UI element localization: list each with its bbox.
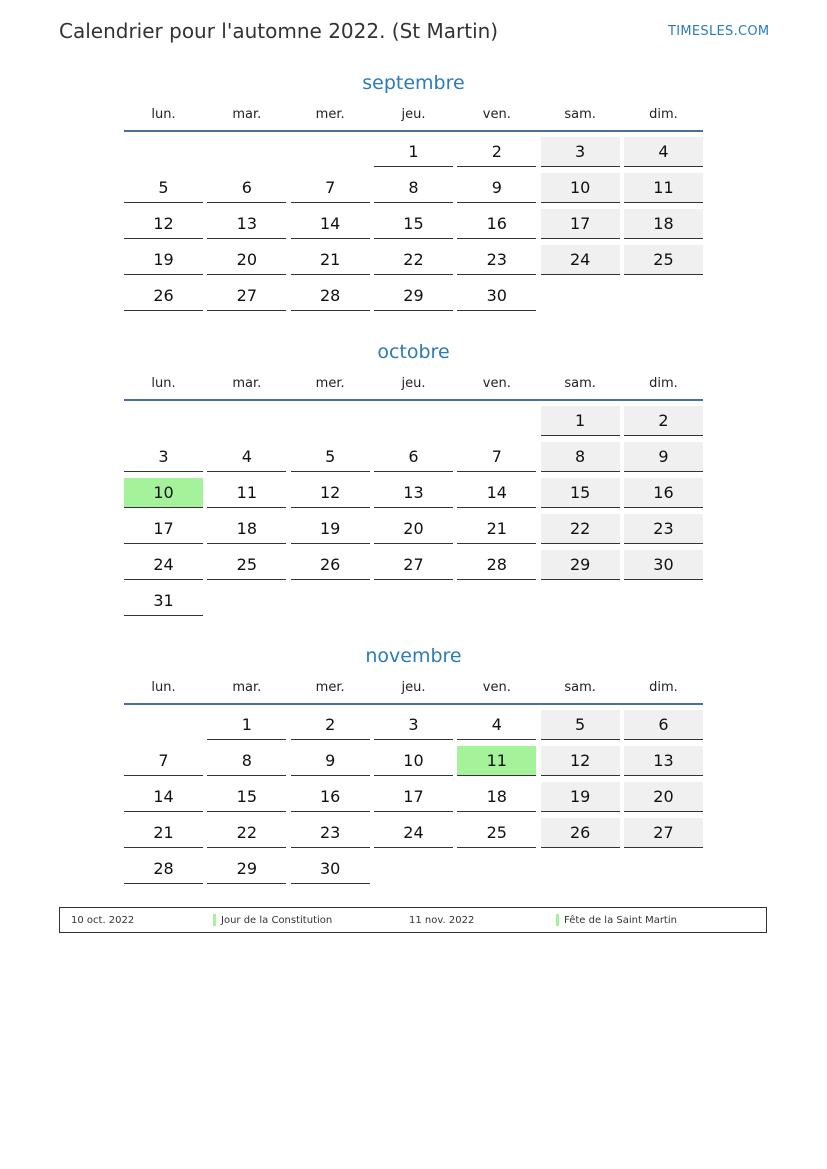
empty-cell	[124, 137, 203, 167]
weekday-header	[124, 678, 703, 698]
empty-cell	[207, 137, 286, 167]
day-cell: 25	[207, 550, 286, 580]
month-name: novembre	[365, 645, 462, 667]
holiday-color-swatch	[556, 914, 559, 926]
day-cell: 30	[624, 550, 703, 580]
day-cell: 6	[374, 442, 453, 472]
weekday-label: sam.	[564, 376, 596, 391]
weekday-label: sam.	[564, 107, 596, 122]
weekday-label: lun.	[151, 680, 176, 695]
day-cell: 20	[374, 514, 453, 544]
day-cell: 9	[457, 173, 536, 203]
day-cell: 22	[541, 514, 620, 544]
day-cell: 15	[374, 209, 453, 239]
day-cell: 7	[124, 746, 203, 776]
month-divider	[124, 399, 703, 401]
day-cell: 21	[457, 514, 536, 544]
day-cell: 26	[541, 818, 620, 848]
month-divider	[124, 130, 703, 132]
day-cell: 16	[291, 782, 370, 812]
legend-holiday-name: Fête de la Saint Martin	[564, 915, 677, 926]
day-cell: 10	[541, 173, 620, 203]
weekday-header	[124, 105, 703, 125]
day-cell: 19	[124, 245, 203, 275]
day-cell: 16	[624, 478, 703, 508]
day-cell: 25	[624, 245, 703, 275]
empty-cell	[541, 854, 620, 884]
day-cell: 8	[374, 173, 453, 203]
empty-cell	[624, 854, 703, 884]
empty-cell	[374, 854, 453, 884]
holiday-day-cell: 11	[457, 746, 536, 776]
day-cell: 1	[541, 406, 620, 436]
empty-cell	[291, 137, 370, 167]
legend-date: 10 oct. 2022	[71, 915, 135, 926]
holiday-legend	[59, 907, 767, 933]
weekday-label: mar.	[232, 107, 262, 122]
day-cell: 10	[374, 746, 453, 776]
day-cell: 27	[207, 281, 286, 311]
day-cell: 18	[624, 209, 703, 239]
day-cell: 22	[374, 245, 453, 275]
month-november	[124, 644, 703, 884]
day-cell: 17	[541, 209, 620, 239]
day-cell: 14	[124, 782, 203, 812]
empty-cell	[457, 854, 536, 884]
day-cell: 19	[291, 514, 370, 544]
weekday-label: jeu.	[401, 376, 426, 391]
day-cell: 2	[624, 406, 703, 436]
day-cell: 18	[207, 514, 286, 544]
weekday-label: mar.	[232, 680, 262, 695]
day-cell: 3	[374, 710, 453, 740]
site-link[interactable]: TIMESLES.COM	[668, 24, 770, 39]
day-cell: 5	[124, 173, 203, 203]
day-cell: 12	[541, 746, 620, 776]
day-cell: 26	[124, 281, 203, 311]
day-cell: 12	[124, 209, 203, 239]
day-cell: 2	[457, 137, 536, 167]
empty-cell	[457, 406, 536, 436]
weekday-label: mer.	[315, 680, 345, 695]
day-cell: 28	[291, 281, 370, 311]
day-cell: 4	[207, 442, 286, 472]
day-cell: 7	[457, 442, 536, 472]
day-grid	[124, 406, 703, 616]
legend-date: 11 nov. 2022	[409, 915, 475, 926]
day-cell: 11	[207, 478, 286, 508]
day-cell: 29	[207, 854, 286, 884]
day-cell: 21	[291, 245, 370, 275]
day-cell: 2	[291, 710, 370, 740]
day-cell: 5	[291, 442, 370, 472]
empty-cell	[207, 586, 286, 616]
empty-cell	[291, 586, 370, 616]
month-october	[124, 340, 703, 616]
empty-cell	[457, 586, 536, 616]
empty-cell	[624, 586, 703, 616]
day-cell: 28	[457, 550, 536, 580]
day-cell: 17	[374, 782, 453, 812]
day-cell: 6	[624, 710, 703, 740]
weekday-label: mer.	[315, 107, 345, 122]
day-cell: 13	[207, 209, 286, 239]
day-cell: 24	[541, 245, 620, 275]
day-grid	[124, 710, 703, 884]
day-cell: 28	[124, 854, 203, 884]
weekday-label: dim.	[649, 376, 678, 391]
month-name: septembre	[362, 72, 465, 94]
day-cell: 27	[374, 550, 453, 580]
day-grid	[124, 137, 703, 311]
month-name: octobre	[377, 341, 450, 363]
weekday-label: lun.	[151, 376, 176, 391]
day-cell: 29	[541, 550, 620, 580]
day-cell: 7	[291, 173, 370, 203]
weekday-label: jeu.	[401, 107, 426, 122]
empty-cell	[374, 586, 453, 616]
day-cell: 23	[457, 245, 536, 275]
holiday-day-cell: 10	[124, 478, 203, 508]
day-cell: 9	[291, 746, 370, 776]
weekday-label: mar.	[232, 376, 262, 391]
day-cell: 3	[541, 137, 620, 167]
day-cell: 22	[207, 818, 286, 848]
day-cell: 21	[124, 818, 203, 848]
empty-cell	[374, 406, 453, 436]
empty-cell	[624, 281, 703, 311]
weekday-label: ven.	[482, 680, 511, 695]
day-cell: 24	[124, 550, 203, 580]
day-cell: 15	[541, 478, 620, 508]
day-cell: 9	[624, 442, 703, 472]
day-cell: 6	[207, 173, 286, 203]
day-cell: 14	[291, 209, 370, 239]
day-cell: 8	[207, 746, 286, 776]
weekday-label: dim.	[649, 107, 678, 122]
day-cell: 8	[541, 442, 620, 472]
day-cell: 30	[291, 854, 370, 884]
empty-cell	[207, 406, 286, 436]
day-cell: 5	[541, 710, 620, 740]
day-cell: 4	[624, 137, 703, 167]
day-cell: 12	[291, 478, 370, 508]
empty-cell	[291, 406, 370, 436]
day-cell: 4	[457, 710, 536, 740]
weekday-label: jeu.	[401, 680, 426, 695]
day-cell: 23	[291, 818, 370, 848]
day-cell: 27	[624, 818, 703, 848]
day-cell: 31	[124, 586, 203, 616]
day-cell: 1	[374, 137, 453, 167]
day-cell: 15	[207, 782, 286, 812]
day-cell: 26	[291, 550, 370, 580]
day-cell: 13	[624, 746, 703, 776]
day-cell: 25	[457, 818, 536, 848]
day-cell: 14	[457, 478, 536, 508]
day-cell: 18	[457, 782, 536, 812]
day-cell: 16	[457, 209, 536, 239]
day-cell: 13	[374, 478, 453, 508]
day-cell: 23	[624, 514, 703, 544]
weekday-label: mer.	[315, 376, 345, 391]
weekday-label: lun.	[151, 107, 176, 122]
weekday-header	[124, 374, 703, 394]
empty-cell	[541, 281, 620, 311]
legend-holiday-name: Jour de la Constitution	[221, 915, 333, 926]
day-cell: 30	[457, 281, 536, 311]
empty-cell	[124, 406, 203, 436]
weekday-label: ven.	[482, 107, 511, 122]
weekday-label: sam.	[564, 680, 596, 695]
day-cell: 20	[624, 782, 703, 812]
day-cell: 24	[374, 818, 453, 848]
weekday-label: ven.	[482, 376, 511, 391]
empty-cell	[124, 710, 203, 740]
page-title: Calendrier pour l'automne 2022. (St Martin)	[59, 19, 499, 43]
day-cell: 29	[374, 281, 453, 311]
month-september	[124, 71, 703, 311]
weekday-label: dim.	[649, 680, 678, 695]
day-cell: 3	[124, 442, 203, 472]
empty-cell	[541, 586, 620, 616]
month-divider	[124, 703, 703, 705]
day-cell: 20	[207, 245, 286, 275]
day-cell: 19	[541, 782, 620, 812]
day-cell: 17	[124, 514, 203, 544]
day-cell: 1	[207, 710, 286, 740]
holiday-color-swatch	[213, 914, 216, 926]
day-cell: 11	[624, 173, 703, 203]
